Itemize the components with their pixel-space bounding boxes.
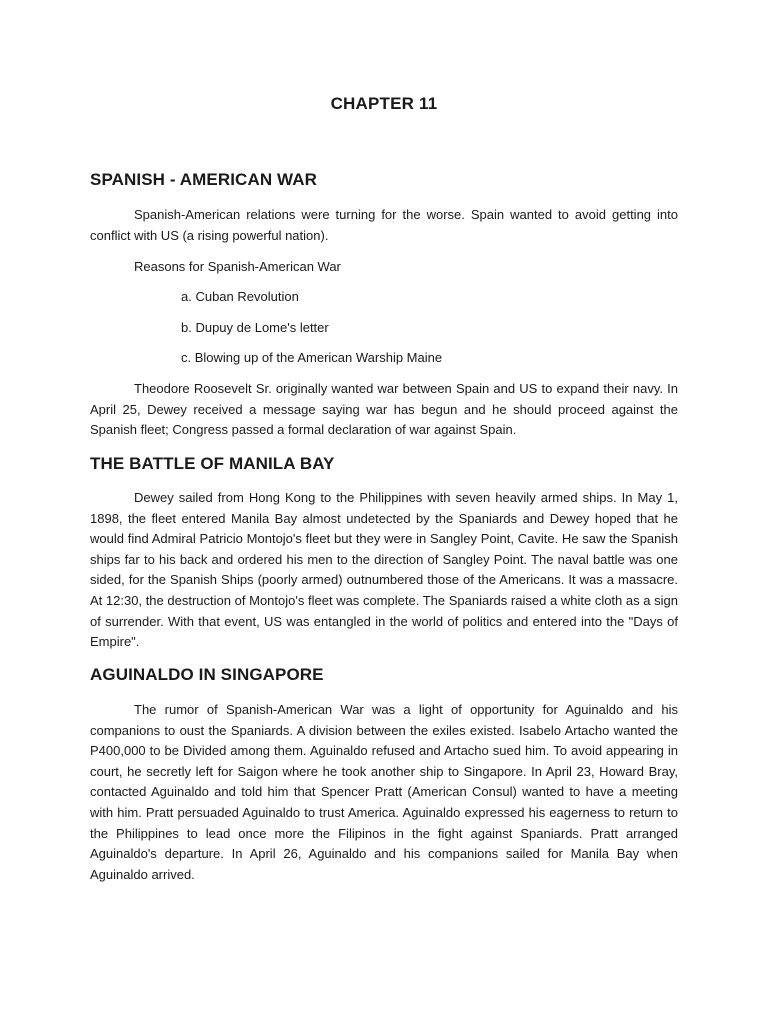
section-heading-aguinaldo-in-singapore: AGUINALDO IN SINGAPORE [90, 665, 324, 684]
reason-item: c. Blowing up of the American Warship Maine [181, 350, 443, 365]
section-heading-spanish-american-war: SPANISH - AMERICAN WAR [90, 170, 317, 189]
reasons-label: Reasons for Spanish-American War [134, 259, 341, 274]
paragraph-war-closing: Theodore Roosevelt Sr. originally wanted war between Spain and US to expand their navy. In April 25, Dewey received a message saying war has begun and he should proceed against the Spanish fleet; Congress passed a formal declaration of war against Spain. [90, 381, 678, 438]
chapter-title: CHAPTER 11 [330, 94, 438, 113]
paragraph-war-intro: Spanish-American relations were turning for the worse. Spain wanted to avoid getting into conflict with US (a rising powerful nation). [90, 207, 678, 243]
paragraph-singapore-body: The rumor of Spanish-American War was a light of opportunity for Aguinaldo and his companions to oust the Spaniards. A division between the exiles existed. Isabelo Artacho wanted the P400,000 to be Divided among them. Aguinaldo refused and Artacho sued him. To avoid appearing in court, he secretly left for Saigon where he took another ship to Singapore. In April 23, Howard Bray, contacted Aguinaldo and told him that Spencer Pratt (American Consul) wanted to have a meeting with him. Pratt persuaded Aguinaldo to trust America. Aguinaldo expressed his eagerness to return to the Philippines to lead once more the Filipinos in the fight against Spaniards. Pratt arranged Aguinaldo's departure. In April 26, Aguinaldo and his companions sailed for Manila Bay when Aguinaldo arrived. [90, 702, 678, 882]
reason-item: a. Cuban Revolution [181, 289, 299, 304]
reason-item: b. Dupuy de Lome's letter [181, 320, 329, 335]
section-heading-battle-of-manila-bay: THE BATTLE OF MANILA BAY [90, 454, 335, 473]
paragraph-battle-body: Dewey sailed from Hong Kong to the Philippines with seven heavily armed ships. In May 1, 1898, the fleet entered Manila Bay almost undetected by the Spaniards and Dewey hoped that he would find Admiral Patricio Montojo's fleet but they were in Sangley Point, Cavite. He saw the Spanish ships far to his back and ordered his men to the direction of Sangley Point. The naval battle was one sided, for the Spanish Ships (poorly armed) outnumbered those of the Americans. It was a massacre. At 12:30, the destruction of Montojo's fleet was complete. The Spaniards raised a white cloth as a sign of surrender. With that event, US was entangled in the world of politics and entered into the "Days of Empire". [90, 490, 678, 650]
document-page [90, 0, 678, 1024]
